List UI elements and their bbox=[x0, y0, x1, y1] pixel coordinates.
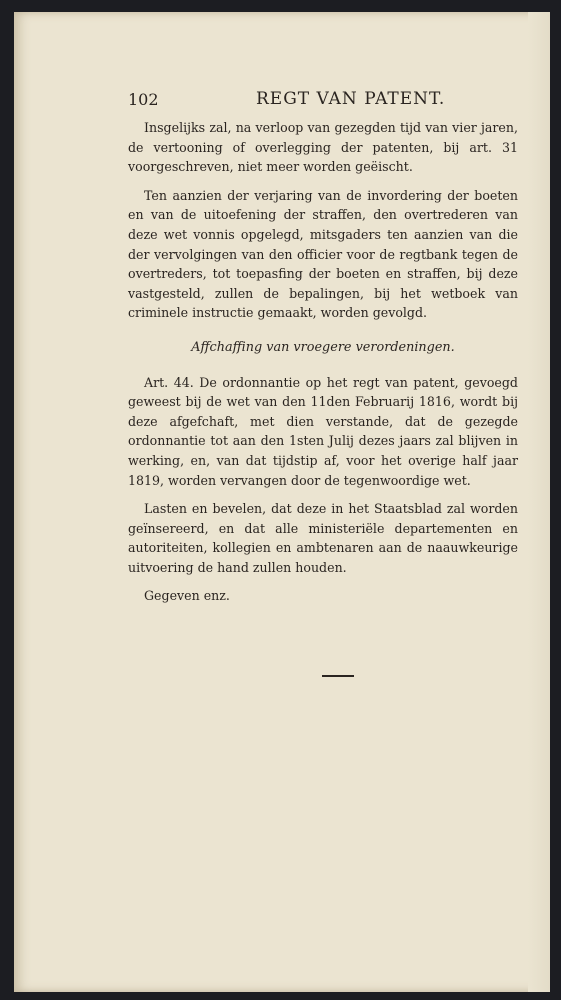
paragraph-4: Lasten en bevelen, dat deze in het Staatsblad zal worden geïnsereerd, en dat alle ministeriële departementen en autoriteiten, kollegien en ambtenaren aan de naauwkeurige uitvoering de hand zullen houden. bbox=[128, 501, 518, 575]
book-page bbox=[14, 12, 550, 992]
end-rule bbox=[322, 675, 354, 677]
paragraph-2: Ten aanzien der verjaring van de invordering der boeten en van de uitoefening der straffen, den overtrederen van deze wet vonnis opgelegd, mitsgaders ten aanzien van die der vervolgingen van den officier voor de regtbank tegen de overtreders, tot toepasfing der boeten en straffen, bij deze vastgesteld, zullen de bepalingen, bij het wetboek van criminele instructie gemaakt, worden gevolgd. bbox=[128, 187, 518, 321]
page-header bbox=[128, 90, 518, 114]
paragraph-3: Art. 44. De ordonnantie op het regt van patent, gevoegd geweest bij de wet van den 11den Februarij 1816, wordt bij deze afgefchaft, met dien verstande, dat de gezegde ordonnantie tot aan den 1sten Julij dezes jaars zal blijven in werking, en, van dat tijdstip af, voor het overige half jaar 1819, worden vervangen door de tegenwoordige wet. bbox=[128, 374, 518, 488]
section-heading: Affchaffing van vroegere verordeningen. bbox=[191, 339, 455, 355]
page-body bbox=[128, 118, 518, 606]
paragraph-1: Insgelijks zal, na verloop van gezegden tijd van vier jaren, de vertooning of overlegging der patenten, bij art. 31 voorgeschreven, niet meer worden geëischt. bbox=[128, 120, 518, 175]
paragraph-5: Gegeven enz. bbox=[144, 588, 230, 604]
page-number: 102 bbox=[128, 90, 159, 109]
running-head: REGT VAN PATENT. bbox=[256, 89, 446, 109]
page-edge-shadow bbox=[528, 12, 550, 992]
